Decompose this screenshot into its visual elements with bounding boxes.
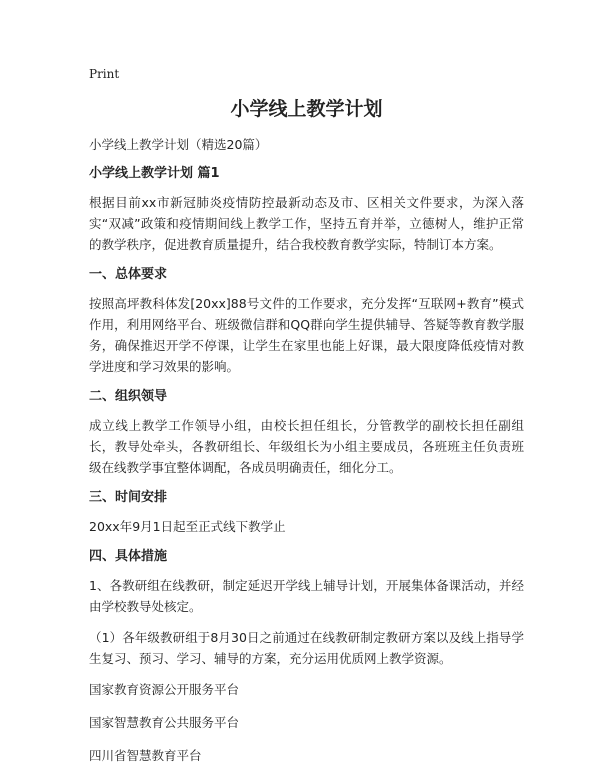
document-page [89, 66, 524, 778]
article-heading: 小学线上教学计划 篇1 [89, 166, 220, 181]
section-heading-organization: 二、组织领导 [89, 389, 168, 404]
overall-requirements-paragraph: 按照高坪教科体发[20xx]88号文件的工作要求，充分发挥“互联网+教育”模式作用，利用网络平台、班级微信群和QQ群向学生提供辅导、答疑等教育教学服务，确保推迟开学不停课，让学生在家里也能上好课，最大限度降低疫情对教学进度和学习效果的影响。 [89, 296, 524, 374]
section-heading-schedule: 三、时间安排 [89, 490, 168, 505]
document-title: 小学线上教学计划 [230, 98, 383, 120]
section-heading-overall-requirements: 一、总体要求 [89, 267, 168, 282]
measures-paragraph-2: （1）各年级教研组于8月30日之前通过在线教研制定教研方案以及线上指导学生复习、预习、学习、辅导的方案，充分运用优质网上教学资源。 [89, 630, 524, 666]
section-heading-measures: 四、具体措施 [89, 549, 168, 564]
resource-platform-3: 四川省智慧教育平台 [89, 748, 202, 763]
organization-paragraph: 成立线上教学工作领导小组，由校长担任组长，分管教学的副校长担任副组长，教导处牵头，各教研组长、年级组长为小组主要成员，各班班主任负责班级在线教学事宜整体调配，各成员明确责任，细化分工。 [89, 418, 524, 475]
measures-paragraph-1: 1、各教研组在线教研，制定延迟开学线上辅导计划，开展集体备课活动，并经由学校教导处核定。 [89, 578, 524, 614]
document-subtitle: 小学线上教学计划（精选20篇） [89, 137, 268, 152]
resource-platform-1: 国家教育资源公开服务平台 [89, 682, 240, 697]
schedule-paragraph: 20xx年9月1日起至正式线下教学止 [89, 519, 286, 534]
intro-paragraph: 根据目前xx市新冠肺炎疫情防控最新动态及市、区相关文件要求，为深入落实“双减”政策和疫情期间线上教学工作，坚持五育并举，立德树人，维护正常的教学秩序，促进教育质量提升，结合我校教育教学实际，特制订本方案。 [89, 195, 524, 252]
resource-platform-2: 国家智慧教育公共服务平台 [89, 715, 240, 730]
print-link[interactable]: Print [89, 67, 120, 81]
